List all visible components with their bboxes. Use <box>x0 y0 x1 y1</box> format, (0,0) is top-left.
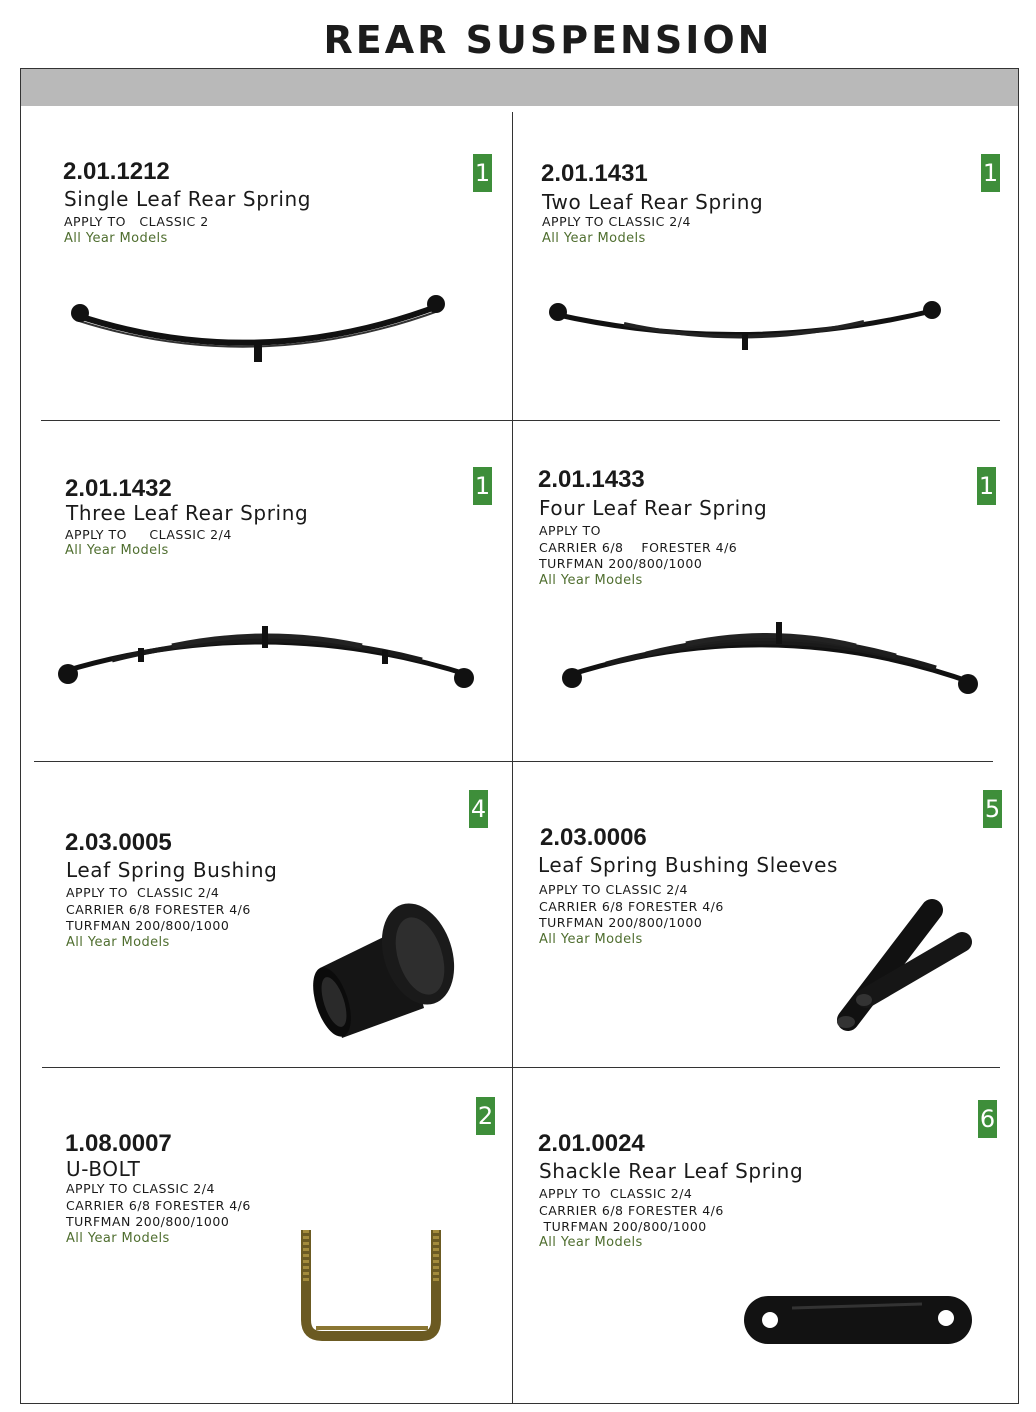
header-band <box>21 69 1018 106</box>
single-leaf-spring-photo <box>66 290 456 370</box>
product-name: Leaf Spring Bushing <box>66 858 278 882</box>
product-code: 2.01.1212 <box>63 158 170 185</box>
row-divider <box>41 420 1000 421</box>
product-models: All Year Models <box>66 935 170 950</box>
product-name: U-BOLT <box>66 1157 141 1181</box>
product-apply: APPLY TO CARRIER 6/8 FORESTER 4/6 TURFMAN 200/800/1000 <box>539 523 738 571</box>
product-apply: APPLY TO CLASSIC 2 <box>64 214 209 229</box>
product-apply: APPLY TO CLASSIC 2/4 CARRIER 6/8 FORESTER 4/6 TURFMAN 200/800/1000 <box>539 1186 724 1234</box>
product-code: 1.08.0007 <box>65 1130 172 1157</box>
quantity-badge: 4 <box>469 790 488 828</box>
product-name: Single Leaf Rear Spring <box>64 187 312 211</box>
quantity-badge: 1 <box>473 154 492 192</box>
product-code: 2.01.1431 <box>541 160 648 187</box>
product-name: Shackle Rear Leaf Spring <box>539 1159 804 1183</box>
product-name: Two Leaf Rear Spring <box>542 190 764 214</box>
product-name: Leaf Spring Bushing Sleeves <box>538 853 839 877</box>
product-code: 2.01.0024 <box>538 1130 645 1157</box>
bushing-photo <box>312 898 462 1040</box>
product-models: All Year Models <box>539 573 643 588</box>
product-code: 2.03.0005 <box>65 829 172 856</box>
product-code: 2.03.0006 <box>540 824 647 851</box>
bushing-sleeves-photo <box>832 898 982 1038</box>
quantity-badge: 1 <box>977 467 996 505</box>
u-bolt-photo <box>292 1224 447 1349</box>
product-name: Three Leaf Rear Spring <box>66 501 309 525</box>
product-name: Four Leaf Rear Spring <box>539 496 768 520</box>
row-divider <box>42 1067 1000 1068</box>
four-leaf-spring-photo <box>556 618 986 698</box>
product-apply: APPLY TO CLASSIC 2/4 <box>65 527 232 542</box>
product-apply: APPLY TO CLASSIC 2/4 CARRIER 6/8 FORESTER 4/6 TURFMAN 200/800/1000 <box>66 885 251 933</box>
product-models: All Year Models <box>65 543 169 558</box>
product-models: All Year Models <box>66 1231 170 1246</box>
product-code: 2.01.1433 <box>538 466 645 493</box>
product-apply: APPLY TO CLASSIC 2/4 CARRIER 6/8 FORESTER 4/6 TURFMAN 200/800/1000 <box>539 882 724 930</box>
quantity-badge: 1 <box>473 467 492 505</box>
product-code: 2.01.1432 <box>65 475 172 502</box>
row-divider <box>34 761 993 762</box>
three-leaf-spring-photo <box>52 620 482 695</box>
quantity-badge: 6 <box>978 1100 997 1138</box>
quantity-badge: 1 <box>981 154 1000 192</box>
product-models: All Year Models <box>539 932 643 947</box>
quantity-badge: 2 <box>476 1097 495 1135</box>
product-models: All Year Models <box>64 231 168 246</box>
product-apply: APPLY TO CLASSIC 2/4 <box>542 214 691 229</box>
product-apply: APPLY TO CLASSIC 2/4 CARRIER 6/8 FORESTER 4/6 TURFMAN 200/800/1000 <box>66 1181 251 1229</box>
product-models: All Year Models <box>539 1235 643 1250</box>
shackle-photo <box>742 1290 974 1350</box>
product-models: All Year Models <box>542 231 646 246</box>
quantity-badge: 5 <box>983 790 1002 828</box>
page-title: REAR SUSPENSION <box>323 18 773 62</box>
two-leaf-spring-photo <box>544 292 949 357</box>
column-divider <box>512 112 513 1404</box>
